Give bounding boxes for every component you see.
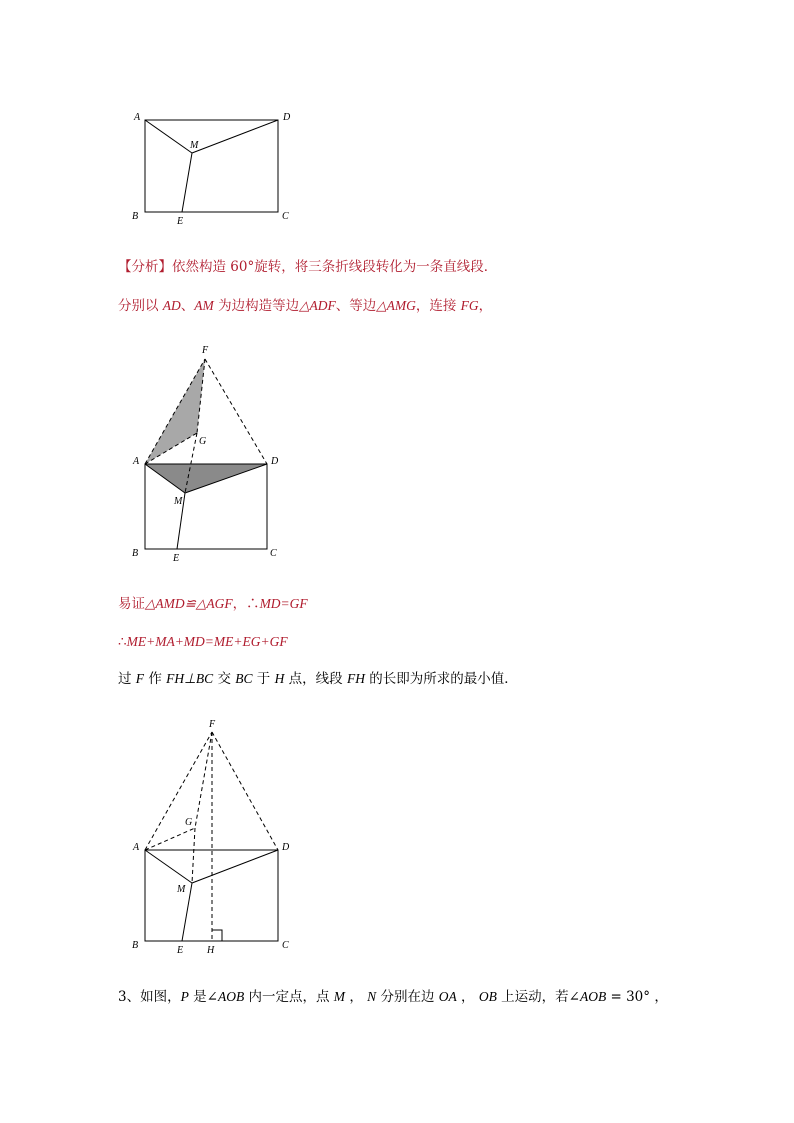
text: 上运动，若∠ xyxy=(496,989,580,1005)
segment-ad: AD xyxy=(162,298,181,313)
text: ，连接 xyxy=(415,298,461,314)
proof-line-1 xyxy=(118,595,308,613)
text: 易证 xyxy=(118,596,145,612)
text: 内一定点，点 xyxy=(244,989,334,1005)
analysis-text: 依然构造 60°旋转，将三条折线段转化为一条直线段． xyxy=(172,259,498,275)
text: 3、如图， xyxy=(118,989,181,1005)
text: = 30° ， xyxy=(606,989,668,1005)
angle-aob: AOB xyxy=(217,989,245,1004)
segment-dm xyxy=(192,120,278,153)
text: 交 xyxy=(213,671,236,687)
text: ， xyxy=(345,989,368,1005)
analysis-tag: 【分析】 xyxy=(118,259,172,275)
triangle-adf: △ADF xyxy=(299,298,336,313)
text: 点，线段 xyxy=(284,671,347,687)
label-b: B xyxy=(132,211,139,222)
right-angle-mark xyxy=(212,930,222,941)
point-n: N xyxy=(367,989,377,1004)
label-g: G xyxy=(199,436,207,447)
label-e: E xyxy=(177,945,184,956)
label-a: A xyxy=(133,456,140,467)
segment-am xyxy=(145,120,192,153)
label-m: M xyxy=(190,140,199,151)
text: 为边构造等边 xyxy=(213,298,300,314)
segment-fg: FG xyxy=(460,298,479,313)
segment-dm xyxy=(192,850,278,883)
text: ，∴ xyxy=(232,596,260,612)
label-c: C xyxy=(282,211,289,222)
label-m: M xyxy=(174,496,183,507)
dashed-fd xyxy=(212,732,278,850)
label-f: F xyxy=(209,719,216,730)
segment-am: AM xyxy=(194,298,214,313)
fh-perp-bc: FH⊥BC xyxy=(166,671,214,686)
text: 分别以 xyxy=(118,298,163,314)
label-d: D xyxy=(282,842,290,853)
text: 作 xyxy=(144,671,167,687)
shaded-triangle-agf xyxy=(145,359,205,464)
label-m: M xyxy=(177,884,186,895)
figure-2-construction xyxy=(120,340,320,565)
label-a: A xyxy=(133,842,140,853)
dashed-ag xyxy=(145,828,195,850)
label-g: G xyxy=(185,817,193,828)
text: 是∠ xyxy=(188,989,218,1005)
label-b: B xyxy=(132,940,139,951)
construction-line xyxy=(118,297,492,315)
side-ob: OB xyxy=(478,989,497,1004)
text: ， xyxy=(478,298,493,314)
text: ， xyxy=(456,989,479,1005)
segment-me xyxy=(182,153,192,212)
label-e: E xyxy=(177,216,184,227)
text: 、等边 xyxy=(335,298,377,314)
text: 分别在边 xyxy=(376,989,439,1005)
text: 过 xyxy=(118,671,136,687)
segment-bc: BC xyxy=(235,671,253,686)
point-f: F xyxy=(135,671,145,686)
angle-aob: AOB xyxy=(579,989,607,1004)
point-m: M xyxy=(333,989,346,1004)
label-a: A xyxy=(134,112,141,123)
text: ∴ xyxy=(118,634,127,650)
dashed-fd xyxy=(205,359,267,464)
segment-am xyxy=(145,850,192,883)
shaded-triangle-amd xyxy=(145,464,267,493)
label-h: H xyxy=(207,945,215,956)
label-c: C xyxy=(270,548,277,559)
label-e: E xyxy=(173,553,180,564)
label-c: C xyxy=(282,940,289,951)
text: 、 xyxy=(180,298,195,314)
dashed-fg xyxy=(195,732,212,828)
text: 的长即为所求的最小值． xyxy=(364,671,518,687)
point-h: H xyxy=(274,671,285,686)
label-f: F xyxy=(202,345,209,356)
equation: ME+MA+MD=ME+EG+GF xyxy=(126,634,288,649)
congruence: △AMD≌△AGF xyxy=(145,596,233,611)
figure-3-perpendicular xyxy=(120,715,320,960)
dashed-gm xyxy=(192,828,195,883)
triangle-amg: △AMG xyxy=(376,298,416,313)
perpendicular-line xyxy=(118,670,518,688)
label-d: D xyxy=(283,112,291,123)
segment-fh: FH xyxy=(346,671,365,686)
side-oa: OA xyxy=(438,989,457,1004)
equation: MD=GF xyxy=(259,596,308,611)
proof-line-2 xyxy=(118,633,288,651)
label-b: B xyxy=(132,548,139,559)
question-3 xyxy=(118,988,668,1006)
analysis-line xyxy=(118,258,497,276)
text: 于 xyxy=(252,671,275,687)
figure-1-rectangle xyxy=(120,100,320,235)
label-d: D xyxy=(271,456,279,467)
point-p: P xyxy=(180,989,189,1004)
